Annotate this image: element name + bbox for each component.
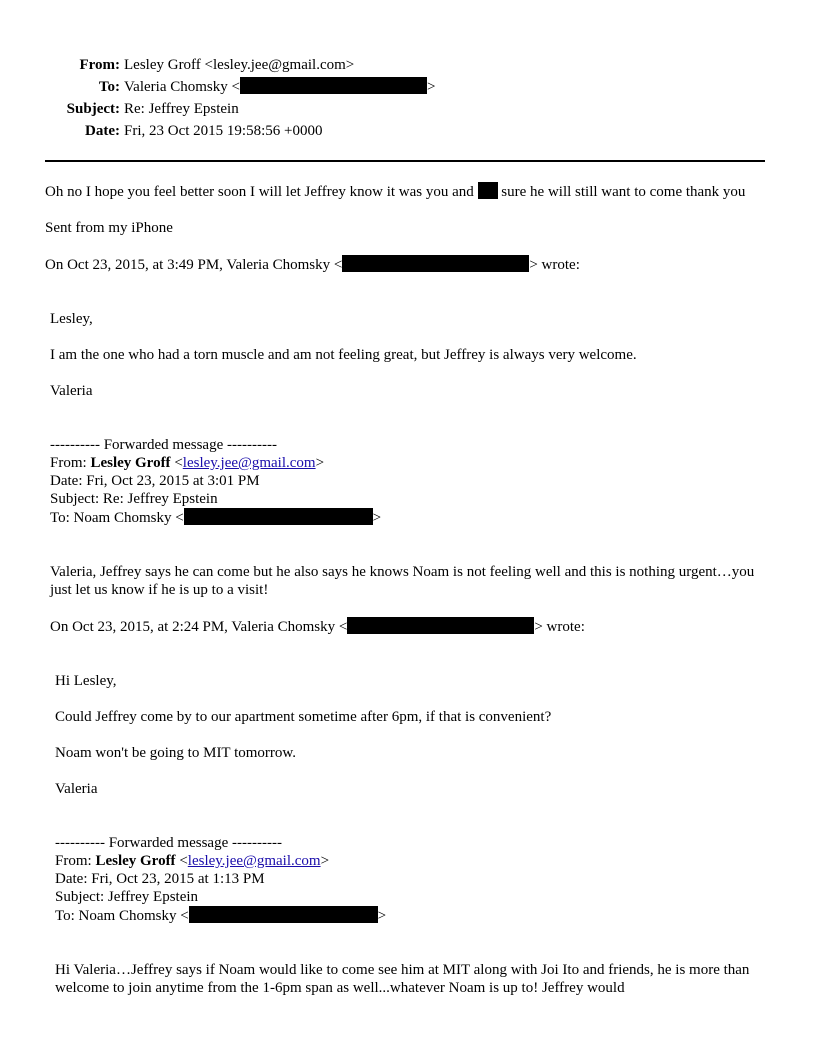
fwd-to-suffix: > xyxy=(377,908,387,924)
fwd-date: Date: Fri, Oct 23, 2015 at 3:01 PM xyxy=(50,473,260,489)
signoff: Valeria xyxy=(55,781,98,797)
fwd-to xyxy=(50,508,769,527)
quote-intro xyxy=(50,617,769,636)
fwd-from-prefix: From: xyxy=(55,853,96,869)
fwd-from-open: < xyxy=(170,455,183,471)
fwd-subject: Subject: Jeffrey Epstein xyxy=(55,889,199,905)
redaction-block xyxy=(478,182,498,199)
quote-intro xyxy=(45,255,769,274)
quote-intro-prefix: On Oct 23, 2015, at 2:24 PM, Valeria Chomsky < xyxy=(50,619,348,635)
header-subject-row xyxy=(40,98,435,120)
date-value: Fri, 23 Oct 2015 19:58:56 +0000 xyxy=(124,123,323,139)
date-label: Date: xyxy=(85,123,120,139)
final-body: Hi Valeria…Jeffrey says if Noam would like to come see him at MIT along with Joi Ito and friends, he is more than welcome to join anytime from the 1-6pm span as well...whatever Noam is up to! Jeffrey would xyxy=(55,962,750,996)
from-label: From: xyxy=(79,57,120,73)
header-from-row xyxy=(40,54,435,76)
fwd-from xyxy=(55,852,769,870)
fwd-date: Date: Fri, Oct 23, 2015 at 1:13 PM xyxy=(55,871,265,887)
redaction-block xyxy=(347,617,534,634)
fwd-to-prefix: To: Noam Chomsky < xyxy=(55,908,189,924)
quote-body: Noam won't be going to MIT tomorrow. xyxy=(55,745,297,761)
fwd-to xyxy=(55,906,769,925)
quoted-message-1 xyxy=(45,310,769,997)
email-link[interactable]: lesley.jee@gmail.com xyxy=(187,853,321,869)
quote-intro-suffix: > wrote: xyxy=(534,619,585,635)
message-line xyxy=(45,182,769,201)
quoted-message-2 xyxy=(50,672,769,997)
fwd-from-open: < xyxy=(175,853,188,869)
fwd-from-close: > xyxy=(320,853,330,869)
greeting: Lesley, xyxy=(50,311,93,327)
redaction-block xyxy=(184,508,373,525)
quote-body: Could Jeffrey come by to our apartment sometime after 6pm, if that is convenient? xyxy=(55,709,552,725)
message-line-part2: sure he will still want to come thank you xyxy=(497,184,746,200)
fwd-to-prefix: To: Noam Chomsky < xyxy=(50,510,184,526)
reply-body: Valeria, Jeffrey says he can come but he also says he knows Noam is not feeling well and this is nothing urgent…you just let us know if he is up to a visit! xyxy=(50,564,755,598)
signature: Sent from my iPhone xyxy=(45,220,173,236)
quote-intro-suffix: > wrote: xyxy=(529,257,580,273)
fwd-from-close: > xyxy=(315,455,325,471)
header-divider xyxy=(45,160,765,162)
redaction-block xyxy=(342,255,529,272)
fwd-from-name: Lesley Groff xyxy=(90,455,171,471)
header-date-row xyxy=(40,120,435,142)
fwd-to-suffix: > xyxy=(372,510,382,526)
fwd-from xyxy=(50,454,769,472)
signoff: Valeria xyxy=(50,383,93,399)
greeting: Hi Lesley, xyxy=(55,673,117,689)
quote-body: I am the one who had a torn muscle and am not feeling great, but Jeffrey is always very welcome. xyxy=(50,347,637,363)
message-line-part1: Oh no I hope you feel better soon I will let Jeffrey know it was you and xyxy=(45,184,478,200)
header-to-row xyxy=(40,76,435,98)
quote-intro-prefix: On Oct 23, 2015, at 3:49 PM, Valeria Chomsky < xyxy=(45,257,343,273)
fwd-subject: Subject: Re: Jeffrey Epstein xyxy=(50,491,218,507)
forwarded-header: ---------- Forwarded message ---------- xyxy=(55,835,282,851)
redaction-block xyxy=(189,906,378,923)
email-link[interactable]: lesley.jee@gmail.com xyxy=(182,455,316,471)
to-prefix: Valeria Chomsky < xyxy=(124,79,240,95)
fwd-from-prefix: From: xyxy=(50,455,91,471)
redaction-block xyxy=(240,77,427,94)
email-body xyxy=(45,182,769,997)
email-header xyxy=(40,54,435,142)
to-suffix: > xyxy=(426,79,436,95)
forwarded-header: ---------- Forwarded message ---------- xyxy=(50,437,277,453)
from-value: Lesley Groff <lesley.jee@gmail.com> xyxy=(124,57,355,73)
to-label: To: xyxy=(98,79,120,95)
subject-value: Re: Jeffrey Epstein xyxy=(124,101,239,117)
subject-label: Subject: xyxy=(66,101,120,117)
fwd-from-name: Lesley Groff xyxy=(95,853,176,869)
